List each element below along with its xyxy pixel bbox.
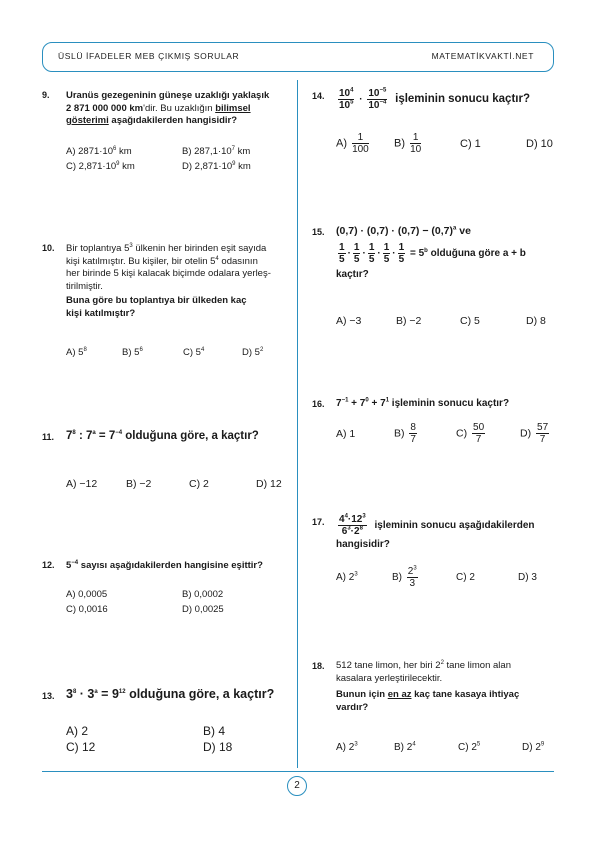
option-a[interactable]: A) −3 — [336, 315, 362, 327]
option-b[interactable]: B) $287,1\cdot 10^7$ km — [182, 145, 251, 157]
footer-divider — [42, 771, 554, 772]
option-a[interactable]: A) $\frac{1}{100}$ — [336, 132, 369, 155]
option-a[interactable]: A) $2^3$ — [336, 741, 358, 753]
option-d[interactable]: D) 8 — [526, 315, 546, 327]
question-number: 12. — [42, 560, 55, 570]
option-b[interactable]: B) $\frac{8}{7}$ — [394, 422, 416, 445]
option-d[interactable]: D) $2,871\cdot 10^9$ km — [182, 160, 251, 172]
question-stem: $(0,7) \cdot (0,7) \cdot (0,7) - (0,7)^a$ ve $\frac{1}{5}$ · $\frac{1}{5}$ · $\frac{1}{5}$ · $\frac{1}{5}$ · $\frac{1}{5}$ = $5^b$ olduğuna göre a + b kaçtır? — [336, 225, 526, 280]
option-b[interactable]: B) $2^4$ — [394, 741, 416, 753]
option-b[interactable]: B) −2 — [126, 478, 152, 490]
question-number: 18. — [312, 661, 325, 671]
option-c[interactable]: C) 2 — [456, 572, 475, 583]
option-d[interactable]: D) 18 — [203, 740, 233, 754]
option-a[interactable]: A) $5^8$ — [66, 346, 87, 358]
question-stem: $\frac{4^4\cdot 12^3}{6^3\cdot 2^8}$ işleminin sonucu aşağıdakilerden hangisidir? — [336, 513, 535, 550]
question-number: 14. — [312, 91, 325, 101]
option-d[interactable]: D) 10 — [526, 138, 553, 150]
header-website: MATEMATİKVAKTİ.NET — [431, 51, 534, 61]
question-number: 9. — [42, 90, 50, 100]
option-a[interactable]: A) 2 — [66, 724, 89, 738]
question-number: 10. — [42, 243, 55, 253]
option-b[interactable]: B) $\frac{1}{10}$ — [394, 132, 422, 155]
question-number: 17. — [312, 517, 325, 527]
option-d[interactable]: D) 12 — [256, 478, 282, 490]
option-b[interactable]: B) $\frac{2^3}{3}$ — [392, 565, 417, 589]
option-d[interactable]: D) 3 — [518, 572, 537, 583]
option-b[interactable]: B) 4 — [203, 724, 226, 738]
option-c[interactable]: C) 0,0016 — [66, 604, 108, 615]
option-b[interactable]: B) 0,0002 — [182, 589, 224, 600]
question-stem: Uranüs gezegeninin güneşe uzaklığı yaklaşık 2 871 000 000 km'dir. Bu uzaklığın bilimsel gösterimi aşağıdakilerden hangisidir? — [66, 90, 270, 126]
question-number: 11. — [42, 432, 55, 442]
option-c[interactable]: C) $5^4$ — [183, 346, 205, 358]
option-a[interactable]: A) $2^3$ — [336, 571, 358, 583]
header-title: ÜSLÜ İFADELER MEB ÇIKMIŞ SORULAR — [58, 51, 240, 61]
question-stem: $\frac{10^4}{10^5}$ · $\frac{10^{-5}}{10^{-4}}$ işleminin sonucu kaçtır? — [339, 87, 530, 111]
option-d[interactable]: D) 0,0025 — [182, 604, 224, 615]
question-number: 16. — [312, 399, 325, 409]
option-d[interactable]: D) $2^9$ — [522, 741, 545, 753]
option-b[interactable]: B) $5^6$ — [122, 346, 143, 358]
question-number: 13. — [42, 691, 55, 701]
question-stem: Bir toplantıya $5^3$ ülkenin her birinden eşit sayıda kişi katılmıştır. Bu kişiler, bir otelin $5^4$ odasının her birinde 5 kişi kalacak biçimde odalara yerleş- tirilmiştir. Buna göre bu toplantıya bir ülkeden kaç kişi katılmıştır? — [66, 242, 271, 319]
option-a[interactable]: A) 0,0005 — [66, 589, 108, 600]
question-stem: $7^{-1} + 7^0 + 7^1$ işleminin sonucu kaçtır? — [336, 397, 510, 409]
option-a[interactable]: A) −12 — [66, 478, 98, 490]
option-c[interactable]: C) 1 — [460, 138, 481, 150]
option-c[interactable]: C) $2^5$ — [458, 741, 481, 753]
question-stem: $5^{-4}$ sayısı aşağıdakilerden hangisine eşittir? — [66, 559, 263, 571]
question-stem: $3^8 \cdot 3^a = 9^{12}$ olduğuna göre, a kaçtır? — [66, 687, 275, 701]
option-c[interactable]: C) $\frac{50}{7}$ — [456, 422, 485, 445]
question-stem: $7^8$ : $7^a = 7^{-4}$ olduğuna göre, a kaçtır? — [66, 430, 259, 442]
option-a[interactable]: A) 1 — [336, 428, 356, 440]
option-c[interactable]: C) 5 — [460, 315, 480, 327]
option-c[interactable]: C) 2 — [189, 478, 209, 490]
option-a[interactable]: A) $2871\cdot 10^6$ km — [66, 145, 132, 157]
page-number: 2 — [287, 776, 307, 796]
column-divider — [297, 80, 298, 768]
option-c[interactable]: C) $2,871\cdot 10^9$ km — [66, 160, 135, 172]
question-number: 15. — [312, 227, 325, 237]
option-d[interactable]: D) $5^2$ — [242, 346, 264, 358]
option-d[interactable]: D) $\frac{57}{7}$ — [520, 422, 549, 445]
option-b[interactable]: B) −2 — [396, 315, 422, 327]
option-c[interactable]: C) 12 — [66, 740, 96, 754]
question-stem: 512 tane limon, her biri $2^2$ tane limon alan kasalara yerleştirilecektir. Bunun için en az kaç tane kasaya ihtiyaç vardır? — [336, 659, 520, 713]
